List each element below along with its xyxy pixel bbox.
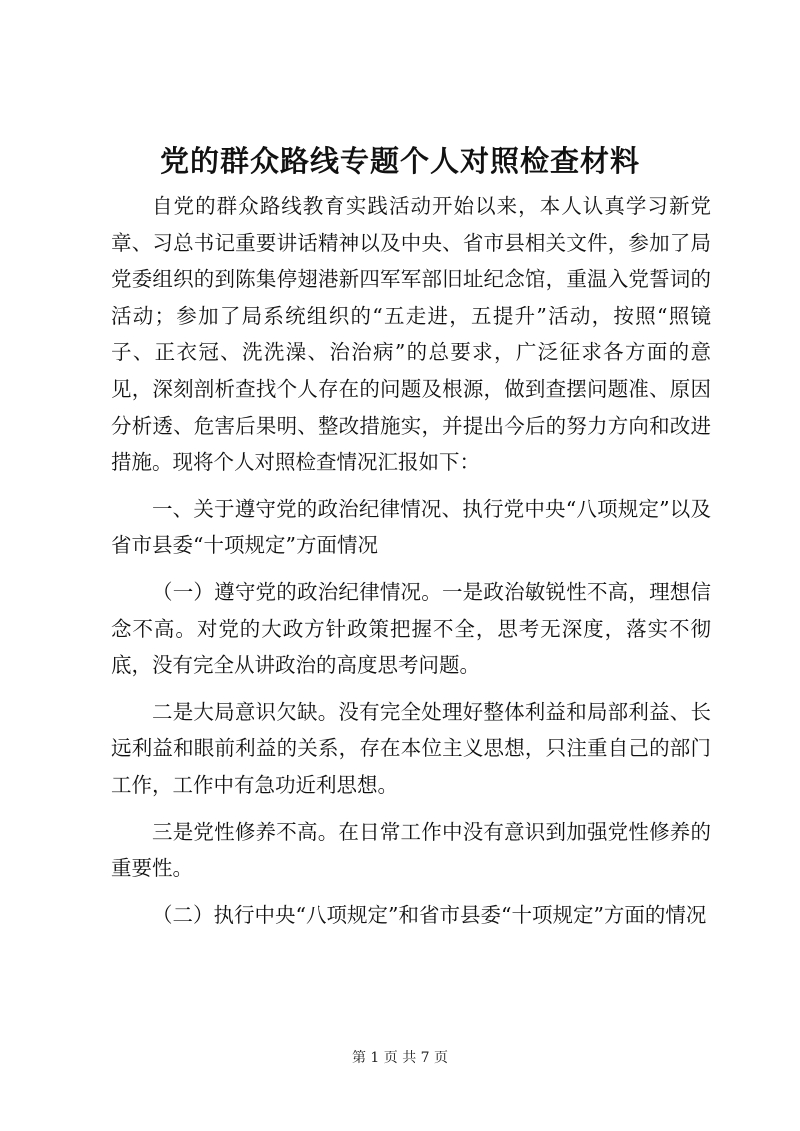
paragraph-subsection-2: （二）执行中央“八项规定”和省市县委“十项规定”方面的情况 [152, 902, 707, 927]
page-number-footer: 第 1 页 共 7 页 [351, 1050, 449, 1066]
paragraph-section-heading: 一、关于遵守党的政治纪律情况、执行党中央“八项规定”以及省市县委“十项规定”方面情况 [111, 496, 711, 558]
paragraph-intro: 自党的群众路线教育实践活动开始以来，本人认真学习新党章、习总书记重要讲话精神以及中央、省市县相关文件，参加了局党委组织的到陈集停翅港新四军军部旧址纪念馆，重温入党誓词的活动；参加了局系统组织的“五走进，五提升”活动，按照“照镜子、正衣冠、洗洗澡、治治病”的总要求，广泛征求各方面的意见，深刻剖析查找个人存在的问题及根源，做到查摆问题准、原因分析透、危害后果明、整改措施实，并提出今后的努力方向和改进措施。现将个人对照检查情况汇报如下： [111, 194, 711, 475]
paragraph-subsection-1: （一）遵守党的政治纪律情况。一是政治敏锐性不高，理想信念不高。对党的大政方针政策把握不全，思考无深度，落实不彻底，没有完全从讲政治的高度思考问题。 [111, 579, 711, 678]
document-title: 党的群众路线专题个人对照检查材料 [159, 144, 640, 178]
paragraph-point-2: 二是大局意识欠缺。没有完全处理好整体利益和局部利益、长远利益和眼前利益的关系，存在本位主义思想，只注重自己的部门工作，工作中有急功近利思想。 [111, 699, 711, 797]
document-body [111, 188, 711, 933]
paragraph-point-3: 三是党性修养不高。在日常工作中没有意识到加强党性修养的重要性。 [111, 819, 711, 881]
